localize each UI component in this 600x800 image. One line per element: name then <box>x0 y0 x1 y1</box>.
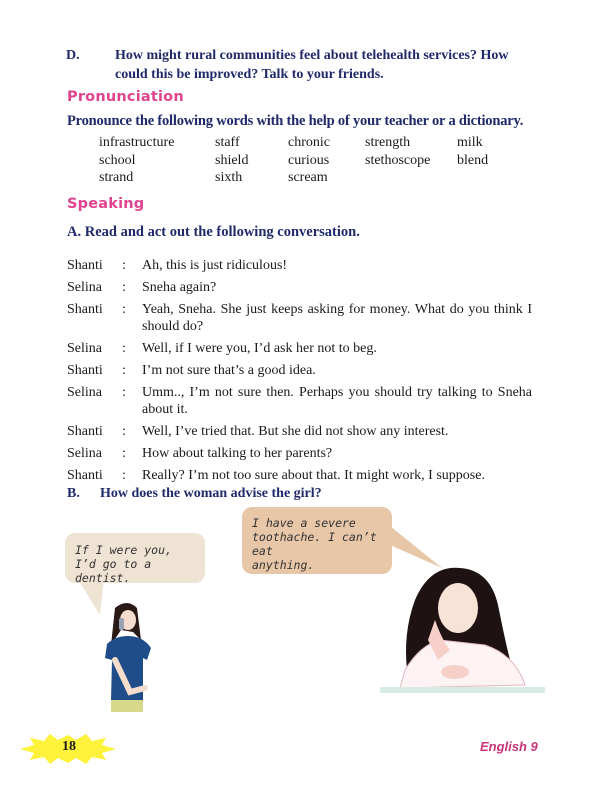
speaker: Selina <box>67 446 102 461</box>
speech-bubble-right <box>242 507 392 574</box>
question-d-label: D. <box>66 48 80 63</box>
pronunciation-instruction: Pronounce the following words with the help of your teacher or a dictionary. <box>67 113 524 129</box>
colon: : <box>122 363 126 378</box>
speaker: Shanti <box>67 363 103 378</box>
word: stethoscope <box>365 152 431 168</box>
question-d-text <box>115 46 555 84</box>
book-title: English 9 <box>480 739 538 754</box>
speaker: Shanti <box>67 424 103 439</box>
colon: : <box>122 258 126 273</box>
dialogue-line: Well, if I were you, I’d ask her not to beg. <box>142 341 377 356</box>
colon: : <box>122 446 126 461</box>
dialogue-row <box>67 445 532 462</box>
word: infrastructure <box>99 135 175 150</box>
dialogue-line: Sneha again? <box>142 280 217 295</box>
colon: : <box>122 468 126 483</box>
conversation <box>67 257 532 489</box>
pronunciation-word-grid <box>99 134 517 187</box>
speaker: Selina <box>67 341 102 356</box>
dialogue-line: Well, I’ve tried that. But she did not show any interest. <box>142 424 449 439</box>
question-d-line2: could this be improved? Talk to your friends. <box>115 67 384 82</box>
dialogue-line: I’m not sure that’s a good idea. <box>142 363 316 378</box>
pronunciation-heading: Pronunciation <box>67 89 184 105</box>
dialogue-row <box>67 384 532 418</box>
dialogue-line: How about talking to her parents? <box>142 446 333 461</box>
speech-bubble-left <box>65 533 205 583</box>
bubble-right-line2: toothache. I can’t eat <box>252 530 377 558</box>
speaker: Shanti <box>67 258 103 273</box>
colon: : <box>122 424 126 439</box>
girl-on-phone-illustration <box>95 600 165 715</box>
question-d-line1: How might rural communities feel about telehealth services? How <box>115 48 509 63</box>
bubble-left-line2: I’d go to a dentist. <box>75 557 152 585</box>
bubble-right-line3: anything. <box>252 558 315 572</box>
speaking-heading: Speaking <box>67 196 145 212</box>
dialogue-row <box>67 362 532 379</box>
word: milk <box>457 135 483 150</box>
dialogue-row <box>67 467 532 484</box>
dialogue-row <box>67 279 532 296</box>
dialogue-row <box>67 257 532 274</box>
colon: : <box>122 341 126 356</box>
word: curious <box>288 152 330 168</box>
word: school <box>99 152 136 168</box>
page-number: 18 <box>62 739 76 754</box>
speaking-task-b: How does the woman advise the girl? <box>100 486 322 501</box>
word: scream <box>288 170 328 185</box>
dialogue-line: Ah, this is just ridiculous! <box>142 258 288 273</box>
word-row <box>99 169 517 187</box>
speaker: Shanti <box>67 302 103 317</box>
woman-at-desk-illustration <box>380 560 545 695</box>
word-row <box>99 134 517 152</box>
dialogue-row <box>67 301 532 335</box>
colon: : <box>122 385 126 400</box>
word: chronic <box>288 135 330 150</box>
word-row <box>99 152 517 170</box>
speaking-task-a: A. Read and act out the following conversation. <box>67 224 360 240</box>
dialogue-line: Umm.., I’m not sure then. Perhaps you should try talking to Sneha about it. <box>142 385 532 417</box>
speaker: Selina <box>67 385 102 400</box>
colon: : <box>122 302 126 317</box>
dialogue-line: Yeah, Sneha. She just keeps asking for money. What do you think I should do? <box>142 302 532 334</box>
speaker: Shanti <box>67 468 103 483</box>
word: staff <box>215 135 240 150</box>
word: strength <box>365 135 411 150</box>
word: shield <box>215 152 249 168</box>
speaking-task-b-label: B. <box>67 486 80 501</box>
dialogue-line: Really? I’m not too sure about that. It might work, I suppose. <box>142 468 485 483</box>
bubble-left-line1: If I were you, <box>75 543 172 557</box>
dialogue-row <box>67 423 532 440</box>
colon: : <box>122 280 126 295</box>
word: blend <box>457 152 489 168</box>
speaker: Selina <box>67 280 102 295</box>
bubble-right-line1: I have a severe <box>252 516 356 530</box>
word: strand <box>99 170 134 185</box>
dialogue-row <box>67 340 532 357</box>
word: sixth <box>215 170 243 185</box>
